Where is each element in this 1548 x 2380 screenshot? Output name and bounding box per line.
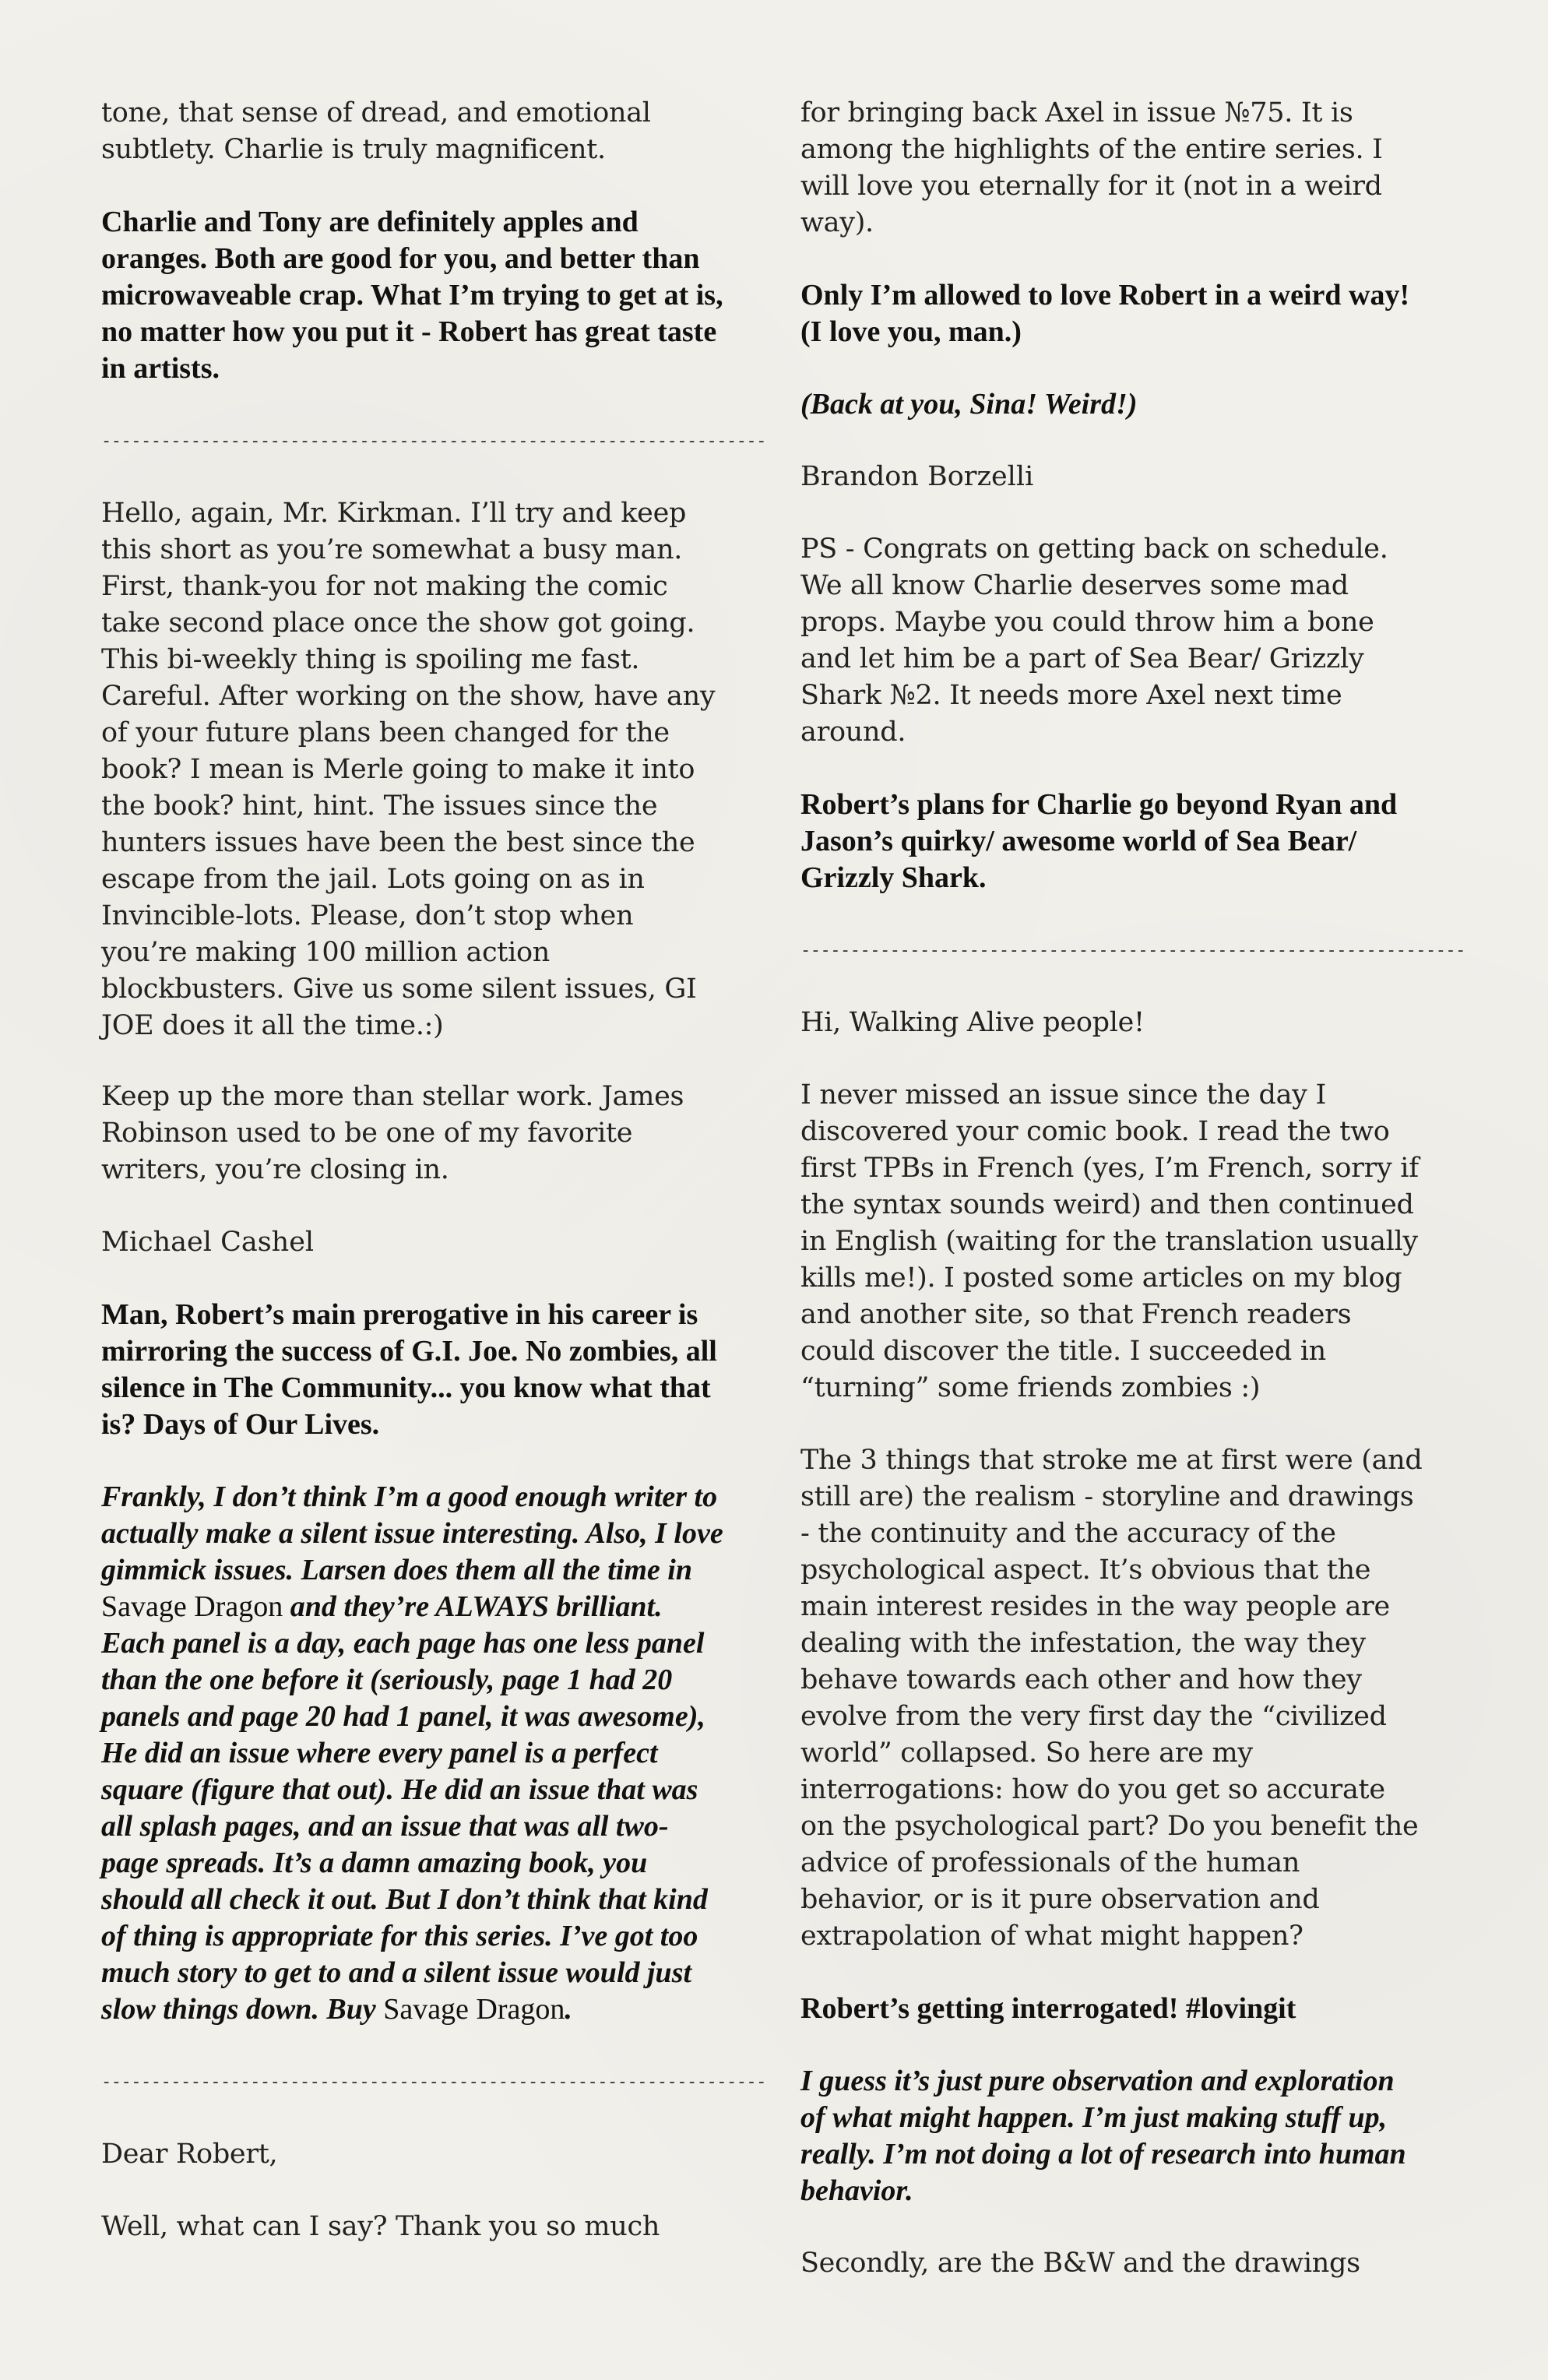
letter-salutation: Hi, Walking Alive people! bbox=[800, 1007, 1145, 1038]
letter-signature: Brandon Borzelli bbox=[800, 461, 1034, 492]
book-title: Savage Dragon bbox=[383, 1993, 565, 2026]
right-column bbox=[800, 95, 1465, 2318]
editor-reply: Man, Robert’s main prerogative in his career is mirroring the success of G.I. Joe. No zombies, all silence in The Community... you know what that is? Days of Our Lives. bbox=[101, 1298, 717, 1441]
book-title: Savage Dragon bbox=[101, 1590, 283, 1623]
left-column bbox=[101, 95, 766, 2281]
letter-text: Hello, again, Mr. Kirkman. I’ll try and keep this short as you’re somewhat a busy man. First, thank-you for not making the comic take second place once the show got going. This bi-weekly thing is spoiling me fast. Careful. After working on the show, have any of your future plans been changed for the book? I mean is Merle going to make it into the book? hint, hint. The issues since the hunters issues have been the best since the escape from the jail. Lots going on as in Invincible-lots. Please, don’t stop when you’re making 100 million action blockbusters. Give us some silent issues, GI JOE does it all the time.:) bbox=[101, 498, 716, 1041]
section-divider: ------------------------------------------------------------------- bbox=[101, 431, 766, 451]
section-divider: ------------------------------------------------------------------- bbox=[800, 941, 1465, 960]
letter-text: Keep up the more than stellar work. James Robinson used to be one of my favorite writers, you’re closing in. bbox=[101, 1081, 684, 1185]
editor-reply: Robert’s plans for Charlie go beyond Ryan and Jason’s quirky/ awesome world of Sea Bear/ Grizzly Shark. bbox=[800, 788, 1398, 894]
letter-text: PS - Congrats on getting back on schedule. We all know Charlie deserves some mad props. Maybe you could throw him a bone and let him be a part of Sea Bear/ Grizzly Shark №2. It needs more Axel next time around. bbox=[800, 533, 1388, 748]
letter-salutation: Dear Robert, bbox=[101, 2139, 278, 2170]
letter-text: The 3 things that stroke me at first were (and still are) the realism - storyline and drawings - the continuity and the accuracy of the psychological aspect. It’s obvious that the main interest resides in the way people are dealing with the infestation, the way they behave towards each other and how they evolve from the very first day the “civilized world” collapsed. So here are my interrogations: how do you get so accurate on the psychological part? Do you benefit the advice of professionals of the human behavior, or is it pure observation and extrapolation of what might happen? bbox=[800, 1445, 1423, 1952]
letter-text: for bringing back Axel in issue №75. It is among the highlights of the entire series. I will love you eternally for it (not in a weird way). bbox=[800, 97, 1383, 238]
editor-reply: Only I’m allowed to love Robert in a weird way! (I love you, man.) bbox=[800, 279, 1410, 348]
letter-text: Secondly, are the B&W and the drawings bbox=[800, 2248, 1360, 2279]
reply-text: . bbox=[565, 1993, 572, 2026]
reply-text: Frankly, I don’t think I’m a good enough writer to actually make a silent issue interesting. Also, I love gimmick issues. Larsen does them all the time in bbox=[101, 1480, 723, 1586]
reply-text: and they’re ALWAYS brilliant. Each panel is a day, each page has one less panel than the one before it (seriously, page 1 had 20 panels and page 20 had 1 panel, it was awesome), He did an issue where every panel is a perfect square (figure that out). He did an issue that was all splash pages, and an issue that was all two-page spreads. It’s a damn amazing book, you should all check it out. But I don’t think that kind of thing is appropriate for this series. I’ve got too much story to get to and a silent issue would just slow things down. Buy bbox=[101, 1590, 708, 2026]
letter-signature: Michael Cashel bbox=[101, 1227, 315, 1258]
editor-reply: Charlie and Tony are definitely apples and oranges. Both are good for you, and better than microwaveable crap. What I’m trying to get at is, no matter how you put it - Robert has great taste in artists. bbox=[101, 206, 723, 385]
editor-reply-italic: I guess it’s just pure observation and exploration of what might happen. I’m just making stuff up, really. I’m not doing a lot of research into human behavior. bbox=[800, 2065, 1406, 2207]
letter-text: Well, what can I say? Thank you so much bbox=[101, 2211, 660, 2242]
reader-reply-italic: (Back at you, Sina! Weird!) bbox=[800, 388, 1138, 421]
letter-text: I never missed an issue since the day I discovered your comic book. I read the two first TPBs in French (yes, I’m French, sorry if the syntax sounds weird) and then continued in English (waiting for the translation usually kills me!). I posted some articles on my blog and another site, so that French readers could discover the title. I succeeded in “turning” some friends zombies :) bbox=[800, 1079, 1419, 1403]
letter-text: tone, that sense of dread, and emotional subtlety. Charlie is truly magnificent. bbox=[101, 97, 651, 165]
editor-reply-italic bbox=[101, 1479, 724, 2028]
section-divider: ------------------------------------------------------------------- bbox=[101, 2072, 766, 2092]
editor-reply: Robert’s getting interrogated! #lovingit bbox=[800, 1992, 1296, 2025]
